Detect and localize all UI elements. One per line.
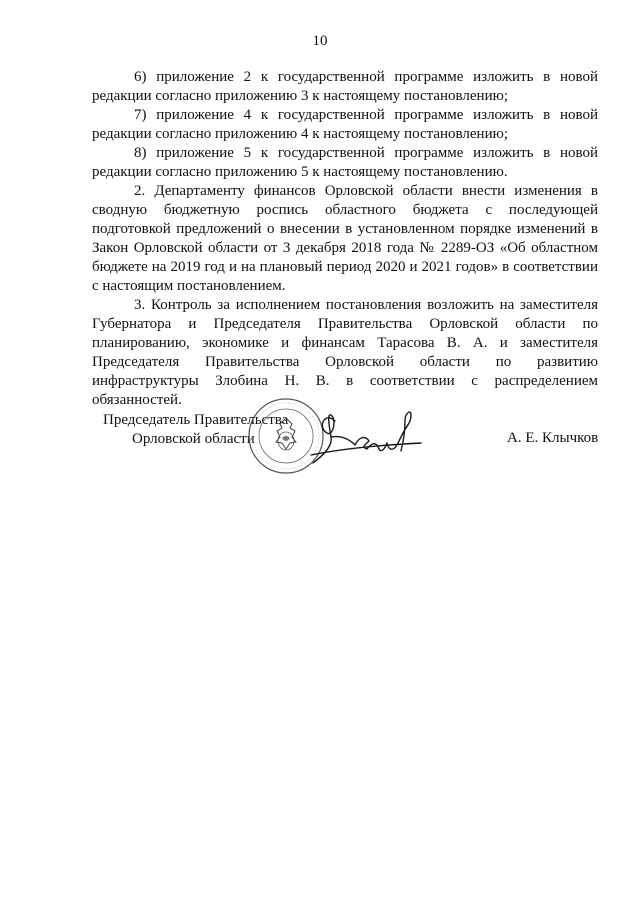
paragraph-department-finance: 2. Департаменту финансов Орловской области внести изменения в сводную бюджетную роспись областного бюджета с последующей подготовкой предложений о внесении в установленном порядке изменений в Закон Орловской области от 3 декабря 2018 года № 2289-ОЗ «Об областном бюджете на 2019 год и на плановый период 2020 и 2021 годов» в соответствии с настоящим постановлением. bbox=[92, 183, 598, 294]
document-body bbox=[92, 68, 598, 410]
signer-title-line1: Председатель Правительства bbox=[103, 412, 289, 428]
paragraph-item-6: 6) приложение 2 к государственной программе изложить в новой редакции согласно приложению 3 к настоящему постановлению; bbox=[92, 69, 598, 104]
paragraph-item-8: 8) приложение 5 к государственной программе изложить в новой редакции согласно приложению 5 к настоящему постановлению. bbox=[92, 145, 598, 180]
signer-title-line2: Орловской области bbox=[132, 431, 255, 447]
signer-name: А. Е. Клычков bbox=[507, 430, 599, 446]
paragraph-item-7: 7) приложение 4 к государственной программе изложить в новой редакции согласно приложению 4 к настоящему постановлению; bbox=[92, 107, 598, 142]
handwritten-signature-icon bbox=[285, 393, 445, 473]
page-number: 10 bbox=[312, 33, 328, 49]
signature-block bbox=[0, 393, 640, 493]
paragraph-control: 3. Контроль за исполнением постановления возложить на заместителя Губернатора и Председателя Правительства Орловской области по планированию, экономике и финансам Тарасова В. А. и заместителя Председателя Правительства Орловской области по развитию инфраструктуры Злобина Н. В. в соответствии с распределением обязанностей. bbox=[92, 297, 598, 408]
